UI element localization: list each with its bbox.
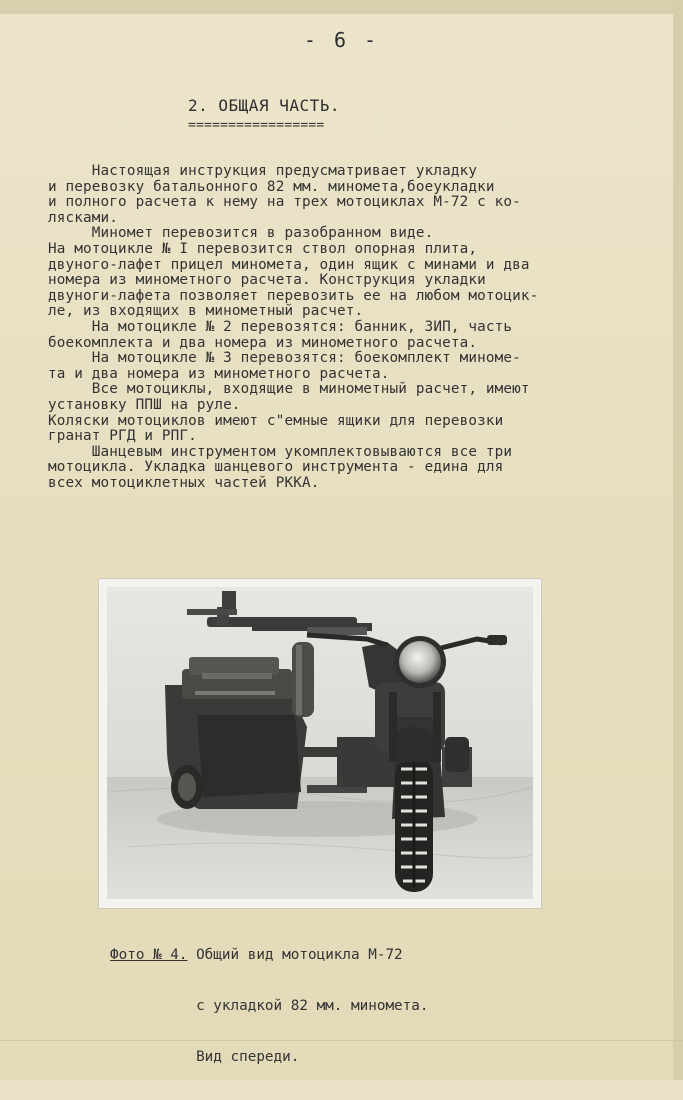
body-line: лясками. [48, 209, 119, 226]
motorcycle-with-sidecar-photo [107, 587, 533, 899]
photo-caption [110, 913, 428, 1100]
caption-line-3: Вид спереди. [110, 1049, 300, 1065]
page-number: - 6 - [303, 28, 380, 52]
body-text [48, 164, 663, 491]
photo-frame [99, 579, 541, 908]
section-title: 2. ОБЩАЯ ЧАСТЬ. [188, 96, 340, 115]
section-title-underline: ================= [188, 118, 325, 133]
body-line: двуноги-лафета позволяет перевозить ее на любом мотоцик- [48, 287, 539, 304]
page-right-edge [673, 0, 683, 1080]
body-line: Шанцевым инструментом укомплектовываются все три [48, 443, 513, 460]
body-line: и перевозку батальонного 82 мм. миномета,боеукладки [48, 178, 495, 195]
body-line: установку ППШ на руле. [48, 396, 241, 413]
caption-label: Фото № 4. [110, 947, 188, 963]
body-line: мотоцикла. Укладка шанцевого инструмента - едина для [48, 459, 504, 476]
body-line: номера из минометного расчета. Конструкция укладки [48, 272, 486, 289]
caption-line-2: с укладкой 82 мм. миномета. [110, 998, 429, 1014]
body-line: Настоящая инструкция предусматривает укладку [48, 163, 478, 179]
body-line: и полного расчета к нему на трех мотоциклах М-72 с ко- [48, 194, 521, 211]
body-line: Коляски мотоциклов имеют с"емные ящики для перевозки [48, 412, 504, 429]
body-line: двуного-лафет прицел миномета, один ящик с минами и два [48, 256, 530, 273]
body-line: ле, из входящих в минометный расчет. [48, 303, 364, 320]
caption-line-1: Общий вид мотоцикла М-72 [187, 947, 403, 963]
page-top-edge [0, 0, 683, 14]
body-line: та и два номера из минометного расчета. [48, 365, 390, 382]
body-line: Все мотоциклы, входящие в минометный расчет, имеют [48, 381, 530, 398]
body-line: На мотоцикле № 2 перевозятся: банник, ЗИП, часть [48, 318, 513, 335]
body-line: На мотоцикле № 3 перевозятся: боекомплект миноме- [48, 350, 521, 367]
body-line: гранат РГД и РПГ. [48, 428, 197, 445]
body-line: На мотоцикле № I перевозится ствол опорная плита, [48, 240, 478, 257]
body-line: Миномет перевозится в разобранном виде. [48, 225, 434, 242]
body-line: всех мотоциклетных частей РККА. [48, 474, 320, 491]
body-line: боекомплекта и два номера из минометного расчета. [48, 334, 478, 351]
